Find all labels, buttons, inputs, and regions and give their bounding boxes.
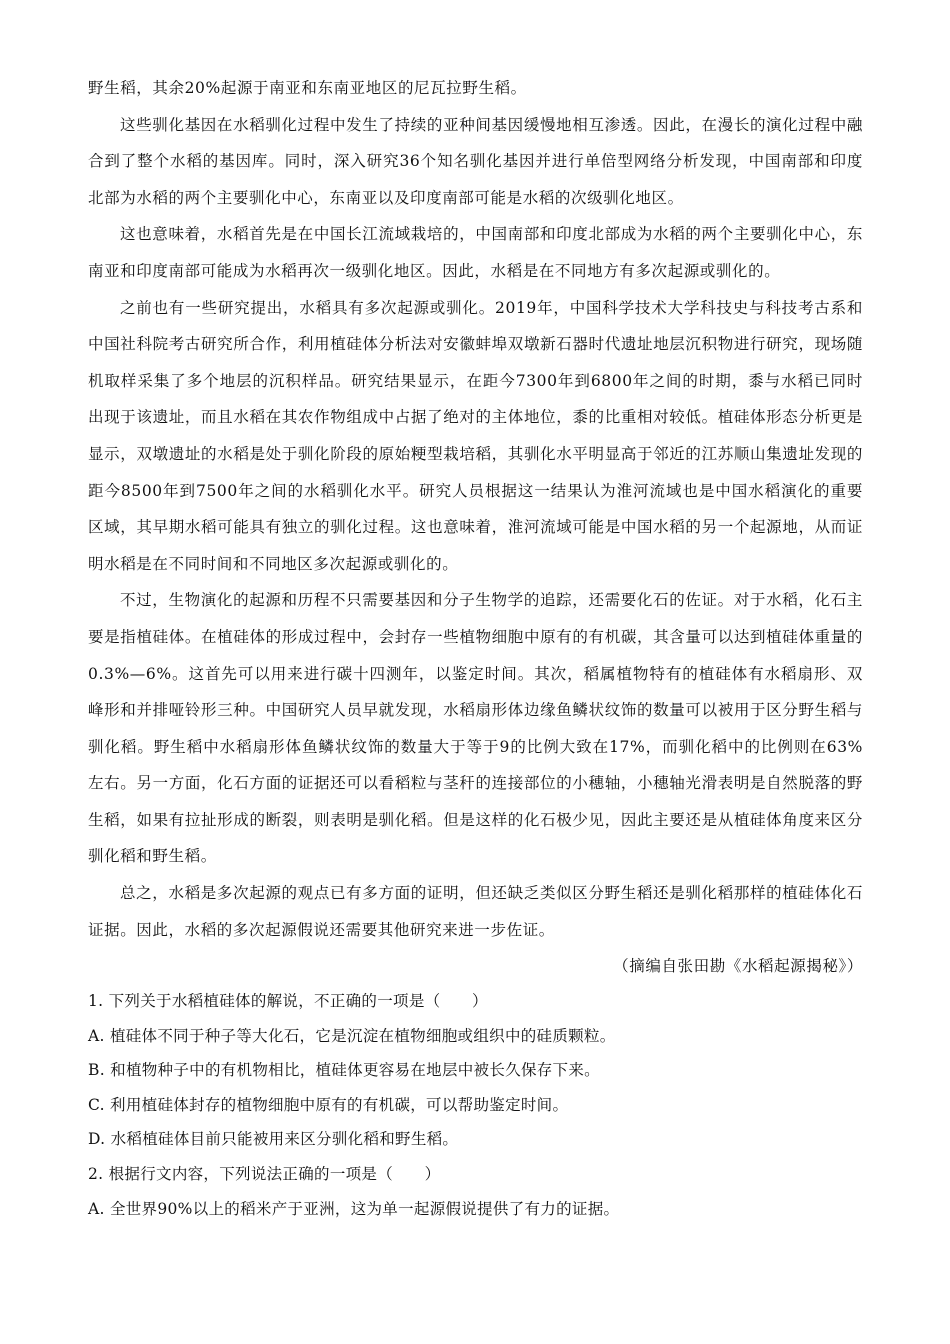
passage-paragraph-5: 总之，水稻是多次起源的观点已有多方面的证明，但还缺乏类似区分野生稻还是驯化稻那样的植硅体化石证据。因此，水稻的多次起源假说还需要其他研究来进一步佐证。 [88,884,863,939]
passage-paragraph-1: 这些驯化基因在水稻驯化过程中发生了持续的亚种间基因缓慢地相互渗透。因此，在漫长的演化过程中融合到了整个水稻的基因库。同时，深入研究36个知名驯化基因并进行单倍型网络分析发现，中国南部和印度北部为水稻的两个主要驯化中心，东南亚以及印度南部可能是水稻的次级驯化地区。 [88,115,863,207]
question-1-stem: 1. 下列关于水稻植硅体的解说，不正确的一项是（ ） [88,992,488,1010]
question-1-option-b: B. 和植物种子中的有机物相比，植硅体更容易在地层中被长久保存下来。 [88,1061,600,1080]
question-list [88,984,863,1226]
question-2-option-a: A. 全世界90%以上的稻米产于亚洲，这为单一起源假说提供了有力的证据。 [88,1199,620,1218]
question-1-option-a: A. 植硅体不同于种子等大化石，它是沉淀在植物细胞或组织中的硅质颗粒。 [88,1026,616,1045]
question-1-option-c: C. 利用植硅体封存的植物细胞中原有的有机碳，可以帮助鉴定时间。 [88,1095,569,1114]
passage-paragraph-0: 野生稻，其余20%起源于南亚和东南亚地区的尼瓦拉野生稻。 [88,79,527,97]
passage-paragraph-3: 之前也有一些研究提出，水稻具有多次起源或驯化。2019年，中国科学技术大学科技史与科技考古系和中国社科院考古研究所合作，利用植硅体分析法对安徽蚌埠双墩新石器时代遗址地层沉积物进行研究，现场随机取样采集了多个地层的沉积样品。研究结果显示，在距今7300年到6800年之间的时期，黍与水稻已同时出现于该遗址，而且水稻在其农作物组成中占据了绝对的主体地位，黍的比重相对较低。植硅体形态分析更是显示，双墩遗址的水稻是处于驯化阶段的原始粳型栽培稻，其驯化水平明显高于邻近的江苏顺山集遗址发现的距今8500年到7500年之间的水稻驯化水平。研究人员根据这一结果认为淮河流域也是中国水稻演化的重要区域，其早期水稻可能具有独立的驯化过程。这也意味着，淮河流域可能是中国水稻的另一个起源地，从而证明水稻是在不同时间和不同地区多次起源或驯化的。 [88,298,863,573]
passage-paragraph-4: 不过，生物演化的起源和历程不只需要基因和分子生物学的追踪，还需要化石的佐证。对于水稻，化石主要是指植硅体。在植硅体的形成过程中，会封存一些植物细胞中原有的有机碳，其含量可以达到植硅体重量的0.3%—6%。这首先可以用来进行碳十四测年，以鉴定时间。其次，稻属植物特有的植硅体有水稻扇形、双峰形和并排哑铃形三种。中国研究人员早就发现，水稻扇形体边缘鱼鳞状纹饰的数量可以被用于区分野生稻与驯化稻。野生稻中水稻扇形体鱼鳞状纹饰的数量大于等于9的比例大致在17%，而驯化稻中的比例则在63%左右。另一方面，化石方面的证据还可以看稻粒与茎秆的连接部位的小穗轴，小穗轴光滑表明是自然脱落的野生稻，如果有拉扯形成的断裂，则表明是驯化稻。但是这样的化石极少见，因此主要还是从植硅体角度来区分驯化稻和野生稻。 [88,591,863,866]
question-1-option-d: D. 水稻植硅体目前只能被用来区分驯化稻和野生稻。 [88,1130,459,1149]
passage-source: （摘编自张田勘《水稻起源揭秘》） [613,957,863,976]
passage-paragraph-2: 这也意味着，水稻首先是在中国长江流域栽培的，中国南部和印度北部成为水稻的两个主要驯化中心，东南亚和印度南部可能成为水稻再次一级驯化地区。因此，水稻是在不同地方有多次起源或驯化的。 [88,225,863,280]
question-2-stem: 2. 根据行文内容，下列说法正确的一项是（ ） [88,1164,441,1183]
reading-passage [88,70,863,985]
